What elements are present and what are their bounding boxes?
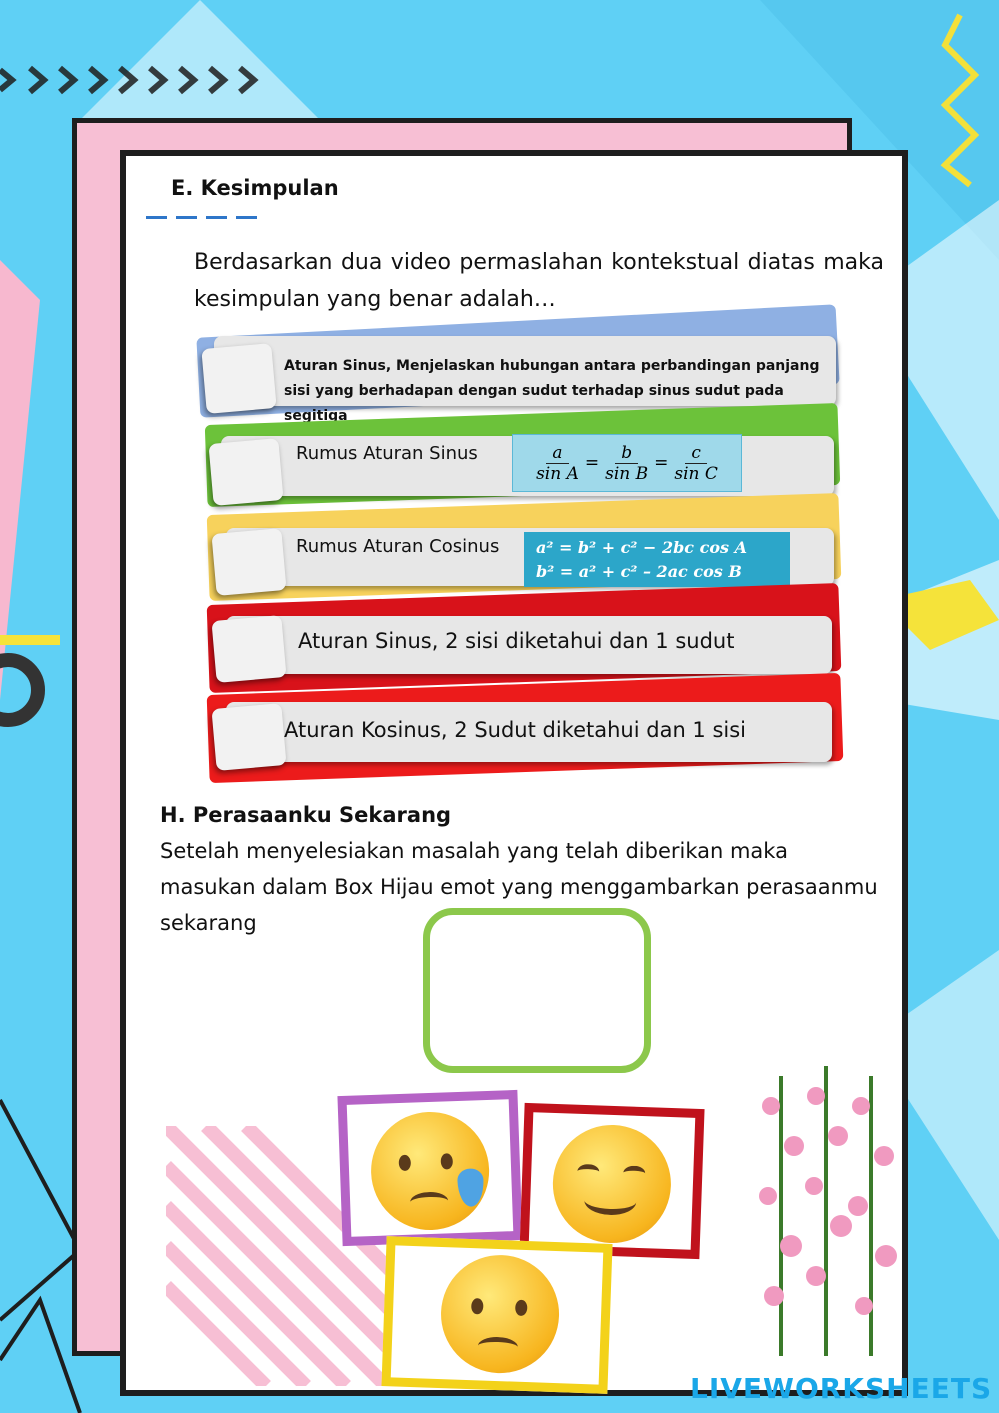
fraction-b: $\frac{b}{\text{sin B}}$ [605,442,649,484]
emote-happy-hugging-card[interactable] [519,1103,704,1259]
option-4-text: Aturan Sinus, 2 sisi diketahui dan 1 sudut [298,629,735,653]
option-2-label: Rumus Aturan Sinus [296,443,478,464]
section-h-text: Setelah menyelesiakan masalah yang telah diberikan maka masukan dalam Box Hijau emot yang menggambarkan perasaanmu sekarang [160,839,878,935]
cosine-formula-line-2: b² = a² + c² – 2ac cos B [536,562,742,581]
answer-drop-box[interactable] [423,908,651,1073]
cherry-blossom-decoration [746,1066,908,1366]
option-5-text: Aturan Kosinus, 2 Sudut diketahui dan 1 sisi [284,718,747,742]
option-4-checkbox[interactable] [211,615,286,683]
option-3-label: Rumus Aturan Cosinus [296,536,500,557]
option-2-checkbox[interactable] [208,438,283,506]
happy-hugging-emoji-icon [551,1123,673,1245]
section-e-intro: Berdasarkan dua video permaslahan kontekstual diatas maka kesimpulan yang benar adalah… [194,250,884,312]
option-1-text: Aturan Sinus, Menjelaskan hubungan antara perbandingan panjang sisi yang berhadapan dengan sudut terhadap sinus sudut pada segitiga [284,358,820,424]
cosine-formula-line-1: a² = b² + c² − 2bc cos A [536,538,747,557]
worried-emoji-icon [439,1253,561,1375]
option-3-checkbox[interactable] [211,528,286,596]
option-1-checkbox[interactable] [201,343,276,414]
option-5-checkbox[interactable] [211,703,286,771]
cosine-rule-formula [524,532,790,587]
fraction-a: $\frac{a}{\text{sin A}}$ [536,442,579,484]
section-e-heading: E. Kesimpulan [171,176,339,200]
liveworksheets-watermark: LIVEWORKSHEETS [690,1372,993,1405]
sine-rule-formula: $\frac{a}{\text{sin A}}$ = $\frac{b}{\text{sin B}}$ = $\frac{c}{\text{sin C}}$ [512,434,742,492]
sad-crying-emoji-icon [369,1110,491,1232]
emote-sad-crying-card[interactable] [337,1090,522,1246]
heading-underline [146,216,167,219]
fraction-c: $\frac{c}{\text{sin C}}$ [674,442,718,484]
emote-worried-card[interactable] [381,1236,612,1394]
section-h-heading: H. Perasaanku Sekarang [160,803,452,827]
